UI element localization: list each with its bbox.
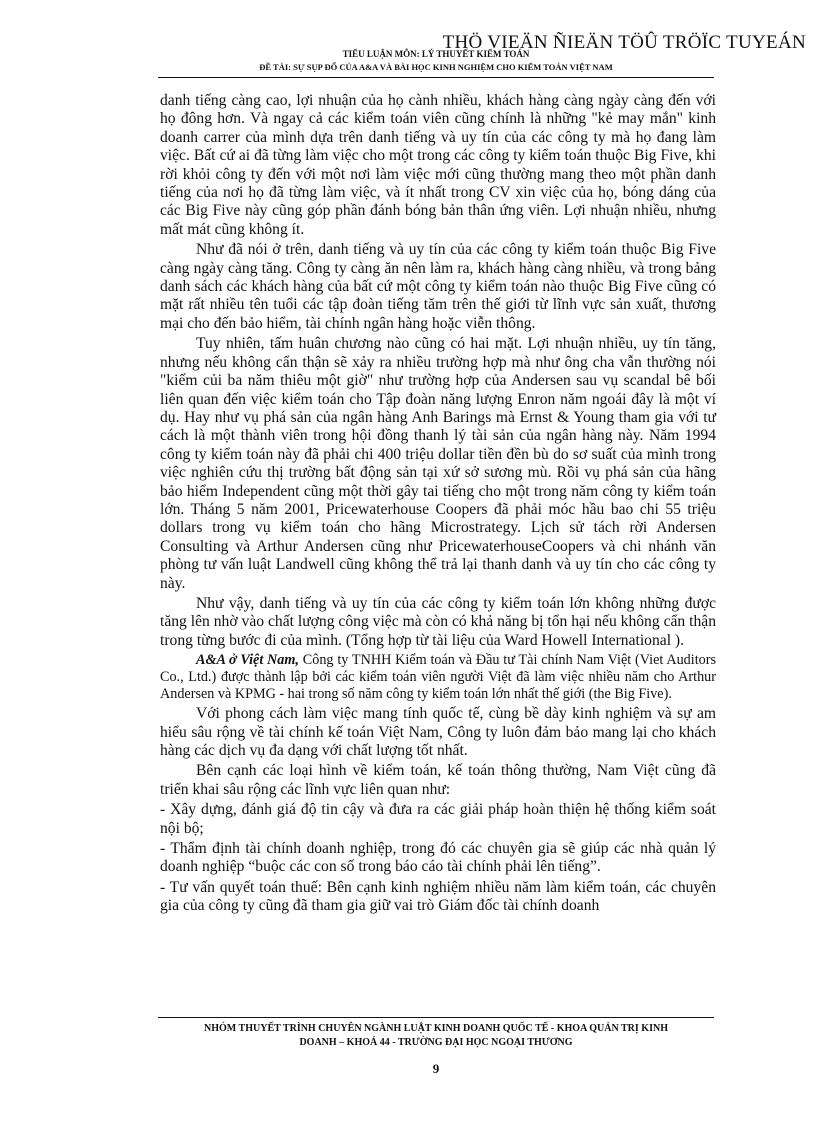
list-item: - Thẩm định tài chính doanh nghiệp, trong đó các chuyên gia sẽ giúp các nhà quản lý doanh nghiệp “buộc các con số trong báo cáo tài chính phải lên tiếng”. [160,840,716,876]
body-paragraph: Với phong cách làm việc mang tính quốc tế, cùng bề dày kinh nghiệm và sự am hiểu sâu rộng về tài chính kế toán Việt Nam, Công ty luôn đảm bảo mang lại cho khách hàng các dịch vụ đa dạng với chất lượng tốt nhất. [160,705,716,759]
body-paragraph: Như vậy, danh tiếng và uy tín của các công ty kiểm toán lớn không những được tăng lên nhờ vào chất lượng công việc mà còn có khả năng bị tổn hại nếu không cẩn thận trong từng bước đi của mình. (Tổng hợp từ tài liệu của Ward Howell International ). [160,594,716,649]
body-paragraph: Tuy nhiên, tấm huân chương nào cũng có hai mặt. Lợi nhuận nhiều, uy tín tăng, nhưng nếu không cẩn thận sẽ xảy ra nhiều trường hợp mà như ông cha vẫn thường nói "kiếm củi ba năm thiêu một giờ" như trường hợp của Andersen sau vụ scandal bê bối liên quan đến việc kiểm toán cho Tập đoàn năng lượng Enron năm ngoái đây là một ví dụ. Hay như vụ phá sản của ngân hàng Anh Barings mà Ernst & Young tham gia với tư cách là một thành viên trong hội đồng thanh lý tài sản của ngân hàng này. Năm 1994 công ty kiểm toán này đã phải chi 400 triệu dollar tiền đền bù do sơ suất của mình trong việc nghiên cứu thị trường bất động sản tại xứ sở sương mù. Rồi vụ phá sản của hãng bảo hiểm Independent cũng một thời gây tai tiếng cho một trong năm công ty kiểm toán lớn. Tháng 5 năm 2001, Pricewaterhouse Coopers đã phải móc hầu bao chi 55 triệu dollars trong vụ kiểm toán cho hãng Microstrategy. Lịch sử tách rời Andersen Consulting và Arthur Andersen cũng như PricewaterhouseCoopers và chi nhánh văn phòng tư vấn luật Landwell cũng không thể trả lại thanh danh và uy tín cho các công ty này. [160,335,716,592]
library-watermark: THÖ VIEÄN ÑIEÄN TÖÛ TRÖÏC TUYEÁN [442,32,806,53]
page-body [160,92,716,918]
aa-vietnam-heading: A&A ở Việt Nam, [196,652,299,669]
header-divider [158,77,714,78]
running-header [158,48,714,74]
list-item: - Xây dựng, đánh giá độ tin cậy và đưa ra các giải pháp hoàn thiện hệ thống kiểm soát nội bộ; [160,801,716,837]
body-paragraph: danh tiếng càng cao, lợi nhuận của họ cành nhiều, khách hàng càng ngày càng đến với họ đông hơn. Và ngay cả các kiểm toán viên cũng chính là những "kẻ may mắn" kinh doanh carrer của mình dựa trên danh tiếng và uy tín của các công ty mà họ đang làm việc. Bất cứ ai đã từng làm việc cho một trong các công ty kiểm toán thuộc Big Five, khi rời khỏi công ty đến với một nơi làm việc mới cũng thường mang theo một phần danh tiếng của nơi họ đã từng làm việc, và ít nhất trong CV xin việc của họ, bóng dáng của các Big Five này cũng góp phần đánh bóng bản thân ứng viên. Lợi nhuận nhiều, nhưng mất mát cũng không ít. [160,92,716,238]
aa-vietnam-text: Công ty TNHH Kiểm toán và Đầu tư Tài chính Nam Việt (Viet Auditors Co., Ltd.) được thành lập bởi các kiểm toán viên người Việt đã làm việc nhiều năm cho Arthur Andersen và KPMG - hai trong số năm công ty kiểm toán lớn nhất thế giới (the Big Five). [160,652,716,703]
header-course-title: TIỂU LUẬN MÔN: LÝ THUYẾT KIỂM TOÁN [342,49,530,59]
body-paragraph-aa-vietnam [160,652,716,703]
footer-line-1: NHÓM THUYẾT TRÌNH CHUYÊN NGÀNH LUẬT KINH DOANH QUỐC TẾ - KHOA QUẢN TRỊ KINH [204,1023,668,1034]
page-number: 9 [432,1061,440,1076]
header-topic-title: ĐỀ TÀI: SỰ SỤP ĐỔ CỦA A&A VÀ BÀI HỌC KINH NGHIỆM CHO KIỂM TOÁN VIỆT NAM [259,62,613,72]
body-paragraph: Như đã nói ở trên, danh tiếng và uy tín của các công ty kiểm toán thuộc Big Five càng ngày càng tăng. Công ty càng ăn nên làm ra, khách hàng càng nhiều, và trong bảng danh sách các khách hàng của bất cứ một công ty kiểm toán nào thuộc Big Five cũng có mặt rất nhiều tên tuổi các tập đoàn tiếng tăm trên thế giới từ lĩnh vực sản xuất, thương mại cho đến bảo hiểm, tài chính ngân hàng hoặc viễn thông. [160,241,716,332]
footer-divider [158,1017,714,1018]
footer-line-2: DOANH – KHOÁ 44 - TRƯỜNG ĐẠI HỌC NGOẠI THƯƠNG [299,1037,573,1048]
body-paragraph: Bên cạnh các loại hình về kiểm toán, kế toán thông thường, Nam Việt cũng đã triển khai sâu rộng các lĩnh vực liên quan như: [160,762,716,798]
list-item: - Tư vấn quyết toán thuế: Bên cạnh kinh nghiệm nhiều năm làm kiểm toán, các chuyên gia của công ty cũng đã tham gia giữ vai trò Giám đốc tài chính doanh [160,878,716,915]
running-footer [158,1022,714,1050]
